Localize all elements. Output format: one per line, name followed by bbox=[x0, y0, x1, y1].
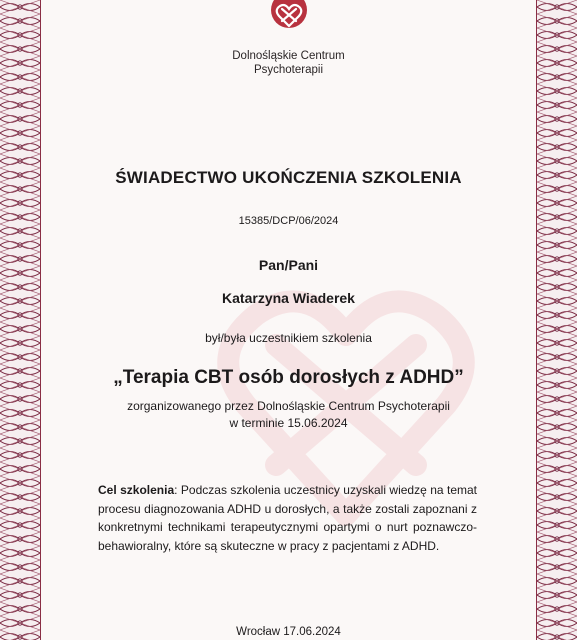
organizer-text: zorganizowanego przez Dolnośląskie Centrum Psychoterapii bbox=[127, 399, 450, 413]
course-goal-label: Cel szkolenia bbox=[98, 483, 175, 497]
certificate-content bbox=[58, 0, 519, 640]
salutation: Pan/Pani bbox=[258, 257, 319, 273]
organization-name-line2: Psychoterapii bbox=[253, 64, 324, 76]
organization-name-line1: Dolnośląskie Centrum bbox=[232, 50, 345, 62]
recipient-name: Katarzyna Wiaderek bbox=[222, 290, 355, 306]
course-goal bbox=[98, 481, 477, 555]
participant-text: był/była uczestnikiem szkolenia bbox=[205, 331, 372, 345]
left-border-line bbox=[40, 0, 41, 640]
course-goal-text: : Podczas szkolenia uczestnicy uzyskali wiedzę na temat procesu diagnozowania ADHD u dorosłych, a także zostali zapoznani z konkretnymi technikami terapeutycznymi opartymi o nurt poznawczo-behawioralny, które są skuteczne w pracy z pacjentami z ADHD. bbox=[98, 483, 478, 553]
knot-heart-logo-icon bbox=[264, 0, 314, 36]
certificate-title: ŚWIADECTWO UKOŃCZENIA SZKOLENIA bbox=[115, 168, 462, 187]
course-title: „Terapia CBT osób dorosłych z ADHD” bbox=[113, 367, 464, 388]
organization-name bbox=[58, 49, 519, 77]
place-and-date: Wrocław 17.06.2024 bbox=[236, 626, 341, 638]
right-decorative-border bbox=[537, 0, 577, 640]
right-border-line bbox=[536, 0, 537, 640]
left-decorative-border bbox=[0, 0, 40, 640]
course-date: w terminie 15.06.2024 bbox=[229, 416, 348, 430]
organizer-block bbox=[58, 398, 519, 432]
certificate-number: 15385/DCP/06/2024 bbox=[238, 215, 339, 227]
